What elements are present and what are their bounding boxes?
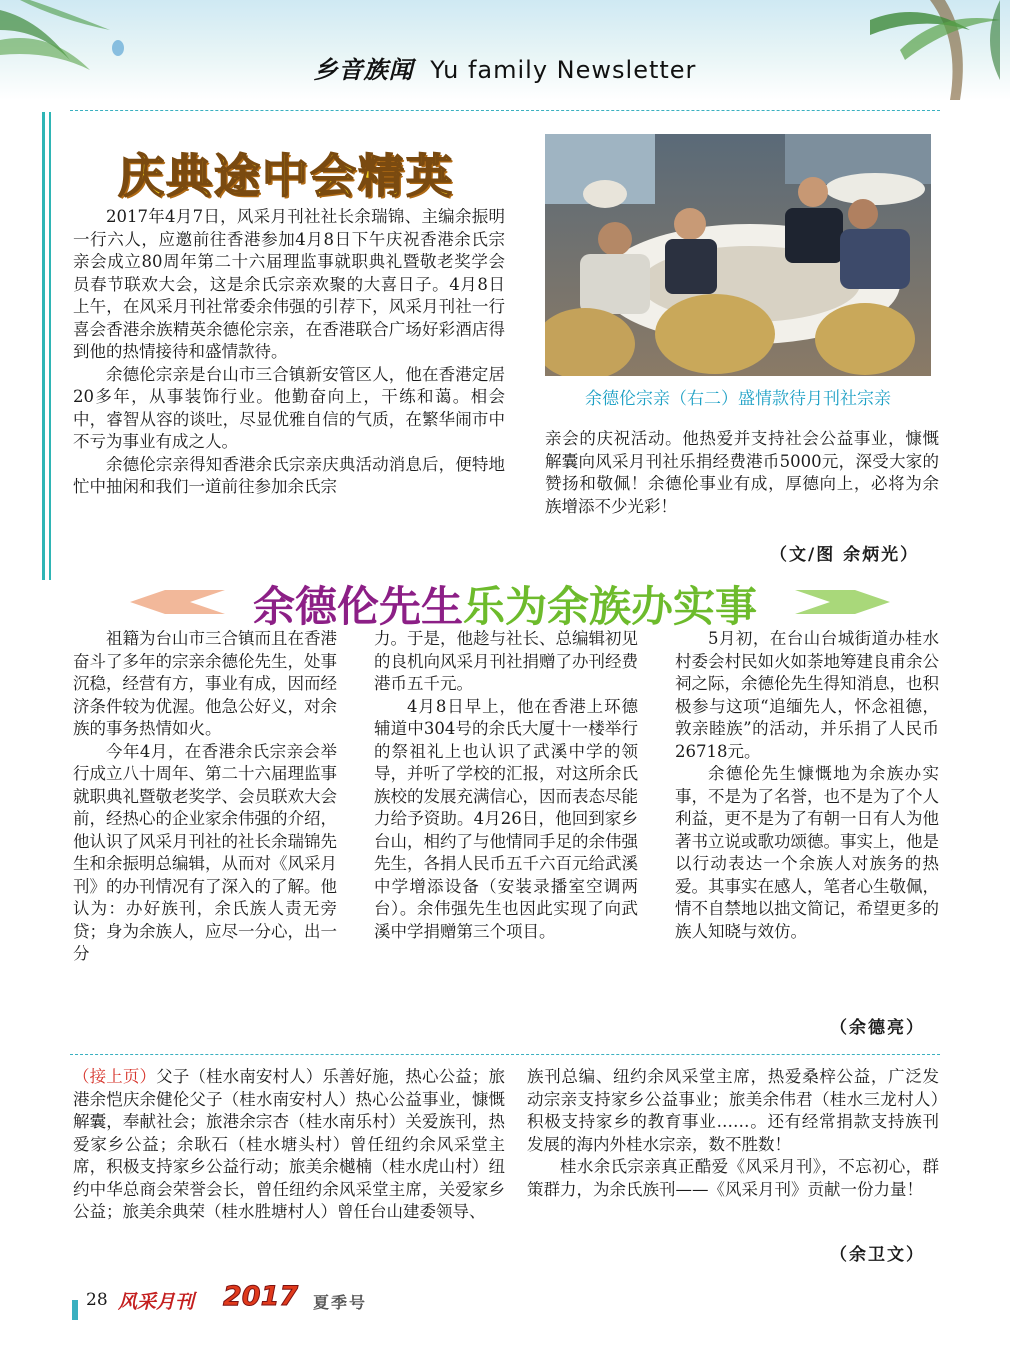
article2-column-1 <box>73 628 337 966</box>
article3-left-body: 父子（桂水南安村人）乐善好施，热心公益；旅港余恺庆余健伦父子（桂水南安村人）热心公益事业，慷慨解囊，奉献社会；旅港余宗杏（桂水南乐村）关爱族刊，热爱家乡公益；余耿石（桂水塘头村）曾任纽约余风采堂主席，积极支持家乡公益行动；旅美余樾楠（桂水虎山村）纽约中华总商会荣誉会长，曾任纽约余风采堂主席，关爱家乡公益；旅美余典荣（桂水胜塘村人）曾任台山建委领导、 <box>73 1067 506 1221</box>
paragraph: 余德伦宗亲得知香港余氏宗亲庆典活动消息后，便特地忙中抽闲和我们一道前往参加余氏宗 <box>73 454 505 496</box>
article1-right-text <box>545 428 939 518</box>
paragraph: 4月8日早上，他在香港上环德辅道中304号的余氏大厦十一楼举行的祭祖礼上也认识了武溪中学的领导，并听了学校的汇报，对这所余氏族校的发展充满信心，因而表态尽能力给予资助。4月26日，他回到家乡台山，相约了与他情同手足的余伟强先生，各捐人民币五千六百元给武溪中学增添设备（安装录播室空调两台）。余伟强先生也因此实现了向武溪中学捐赠第三个项目。 <box>374 696 638 941</box>
paragraph: 族刊总编、纽约余风采堂主席，热爱桑梓公益，广泛发动宗亲支持家乡公益事业；旅美余伟君（桂水三龙村人）积极支持家乡的教育事业……。还有经常捐款支持族刊发展的海内外桂水宗亲，数不胜数！ <box>527 1067 939 1154</box>
paragraph: 桂水余氏宗亲真正酷爱《风采月刊》，不忘初心，群策群力，为余氏族刊——《风采月刊》贡献一份力量！ <box>527 1157 939 1199</box>
section-divider <box>70 1054 940 1055</box>
article3-left-text <box>73 1066 505 1224</box>
paragraph: 力。于是，他趁与社长、总编辑初见的良机向风采月刊社捐赠了办刊经费港币五千元。 <box>374 629 638 693</box>
footer-magazine-name: 风采月刊 <box>118 1291 195 1313</box>
article1-title: 庆典途中会精英 <box>118 149 454 203</box>
frame-line-left <box>42 112 45 580</box>
paragraph: 今年4月，在香港余氏宗亲会举行成立八十周年、第二十六届理监事就职典礼暨敬老奖学、会员联欢大会前，经热心的企业家余伟强的介绍，他认识了风采月刊社的社长余瑞锦先生和余振明总编辑，从而对《风采月刊》的办刊情况有了深入的了解。他认为：办好族刊，余氏族人责无旁贷；身为余族人，应尽一分心，出一分 <box>73 741 337 963</box>
article2-title-name: 余德伦先生 <box>252 582 463 631</box>
article1-signature: （文/图 余炳光） <box>770 545 920 565</box>
continued-label: （接上页） <box>73 1067 157 1086</box>
footer-accent-bar <box>72 1300 78 1320</box>
paragraph: 余德伦先生慷慨地为余族办实事，不是为了名誉，也不是为了个人利益，更不是为了有朝一日有人为他著书立说或歌功颂德。事实上，他是以行动表达一个余族人对族务的热爱。其事实在感人，笔者心生敬佩，情不自禁地以拙文简记，希望更多的族人知晓与效仿。 <box>675 764 939 941</box>
header-title-cn: 乡音族闻 <box>313 55 414 84</box>
footer-issue: 夏季号 <box>313 1293 368 1312</box>
article2-title-subject: 乐为余族办实事 <box>463 582 758 631</box>
paragraph: 亲会的庆祝活动。他热爱并支持社会公益事业，慷慨解囊向风采月刊社乐捐经费港币5000元，深受大家的赞扬和敬佩！余德伦事业有成，厚德向上，必将为余族增添不少光彩！ <box>545 429 939 516</box>
frame-line-top <box>70 110 940 111</box>
frame-line-left-inner <box>49 112 51 580</box>
paragraph: 2017年4月7日，风采月刊社社长余瑞锦、主编余振明一行六人，应邀前往香港参加4月8日下午庆祝香港余氏宗亲会成立80周年第二十六届理监事就职典礼暨敬老奖学会员春节联欢大会，这是余氏宗亲欢聚的大喜日子。4月8日上午，在风采月刊社常委余伟强的引荐下，风采月刊社一行喜会香港余族精英余德伦宗亲，在香港联合广场好彩酒店得到他的热情接待和盛情款待。 <box>73 207 505 361</box>
article3-right-text <box>527 1066 939 1201</box>
footer-year: 2017 <box>223 1281 299 1312</box>
banquet-photo <box>545 134 931 376</box>
paragraph: 余德伦宗亲是台山市三合镇新安管区人，他在香港定居20多年，从事装饰行业。他勤奋向上，干练和蔼。相会中，睿智从容的谈吐，尽显优雅自信的气质，在繁华闹市中不亏为事业有成之人。 <box>73 364 505 451</box>
header-title <box>0 50 1010 85</box>
page-number: 28 <box>86 1290 108 1310</box>
header-title-en: Yu family Newsletter <box>430 56 697 84</box>
article3-signature: （余卫文） <box>830 1245 925 1265</box>
article2-signature: （余德亮） <box>830 1018 925 1038</box>
paragraph: 祖籍为台山市三合镇而且在香港奋斗了多年的宗亲余德伦先生，处事沉稳，经营有方，事业有成，因而经济条件较为优渥。他急公好义，对余族的事务热情如火。 <box>73 629 337 738</box>
paragraph: 5月初，在台山台城街道办桂水村委会村民如火如荼地筹建良甫余公祠之际，余德伦先生得知消息，也积极参与这项“追缅先人，怀念祖德，敦亲睦族”的活动，并乐捐了人民币26718元。 <box>675 629 939 761</box>
article2-column-3 <box>675 628 939 943</box>
article1-left-text <box>73 206 505 499</box>
paragraph <box>73 1066 505 1224</box>
photo-caption: 余德伦宗亲（右二）盛情款待月刊社宗亲 <box>585 389 891 409</box>
article2-title <box>0 574 1010 634</box>
article2-column-2 <box>374 628 638 943</box>
